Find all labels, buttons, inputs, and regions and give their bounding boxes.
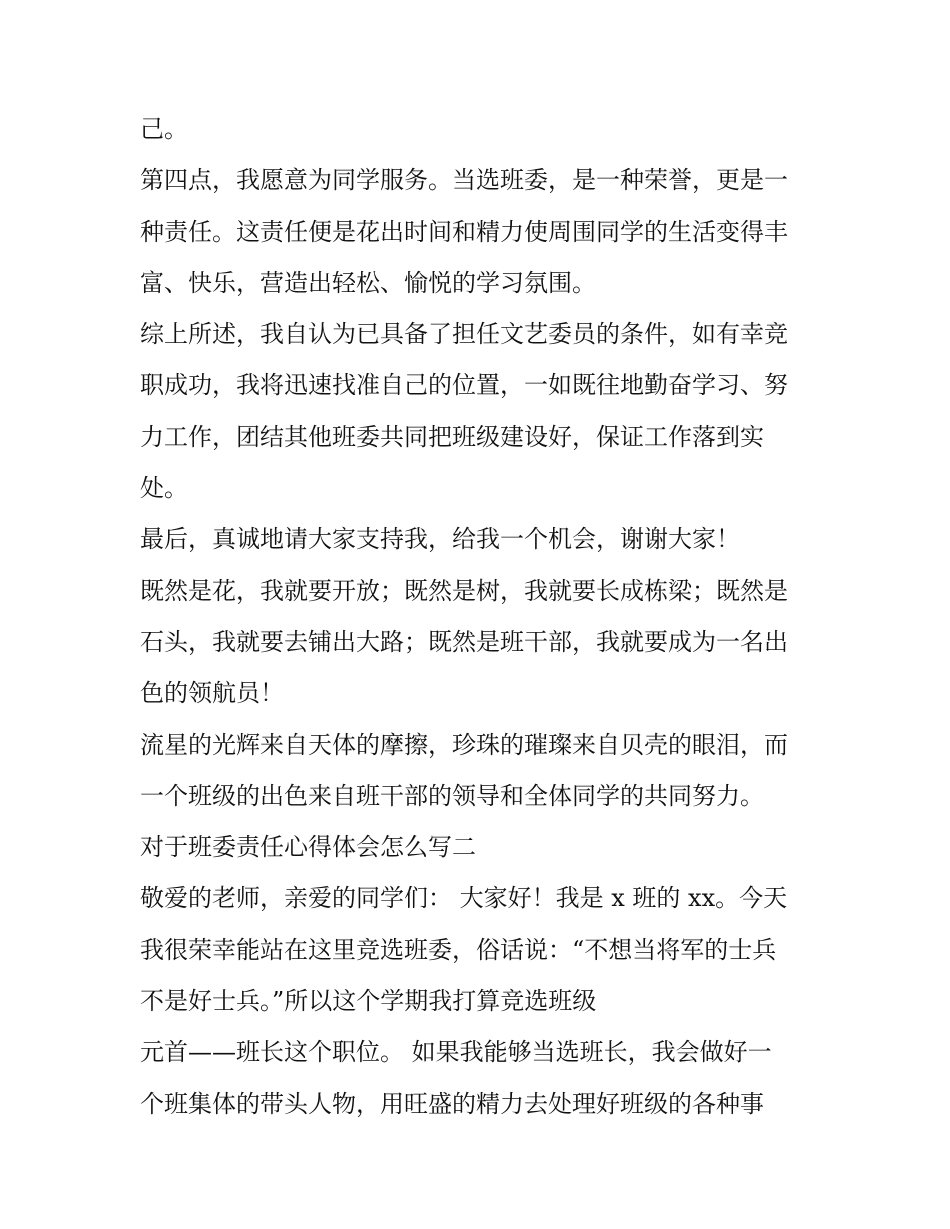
text-line: 我很荣幸能站在这里竞选班委，俗话说：“不想当将军的士兵	[140, 935, 777, 964]
text-line: 第四点，我愿意为同学服务。当选班委，是一种荣誉，更是一	[140, 166, 788, 195]
text-line: 敬爱的老师，亲爱的同学们： 大家好！我是 x 班的 xx。今天	[140, 884, 788, 913]
text-line: 既然是花，我就要开放；既然是树，我就要长成栋梁；既然是	[140, 576, 788, 605]
text-line: 己。	[140, 115, 188, 143]
text-line: 不是好士兵。”所以这个学期我打算竞选班级	[140, 987, 597, 1016]
text-line: 富、快乐，营造出轻松、愉悦的学习氛围。	[140, 268, 596, 297]
text-line: 流星的光辉来自天体的摩擦，珍珠的璀璨来自贝壳的眼泪，而	[140, 730, 788, 759]
text-line: 种责任。这责任便是花出时间和精力使周围同学的生活变得丰	[140, 217, 788, 246]
text-line: 处。	[140, 474, 188, 503]
text-line: 职成功，我将迅速找准自己的位置，一如既往地勤奋学习、努	[140, 371, 788, 400]
text-line: 色的领航员！	[140, 679, 284, 708]
text-line: 元首——班长这个职位。 如果我能够当选班长，我会做好一	[140, 1038, 772, 1067]
text-line: 综上所述，我自认为已具备了担任文艺委员的条件，如有幸竞	[140, 320, 788, 349]
text-line: 最后，真诚地请大家支持我，给我一个机会，谢谢大家！	[140, 525, 740, 554]
text-line: 一个班级的出色来自班干部的领导和全体同学的共同努力。	[140, 781, 764, 810]
text-line: 个班集体的带头人物，用旺盛的精力去处理好班级的各种事	[140, 1089, 764, 1118]
section-heading: 对于班委责任心得体会怎么写二	[140, 833, 476, 862]
text-line: 石头，我就要去铺出大路；既然是班干部，我就要成为一名出	[140, 627, 788, 656]
document-body	[140, 104, 820, 1130]
text-line: 力工作，团结其他班委共同把班级建设好，保证工作落到实	[140, 422, 764, 451]
